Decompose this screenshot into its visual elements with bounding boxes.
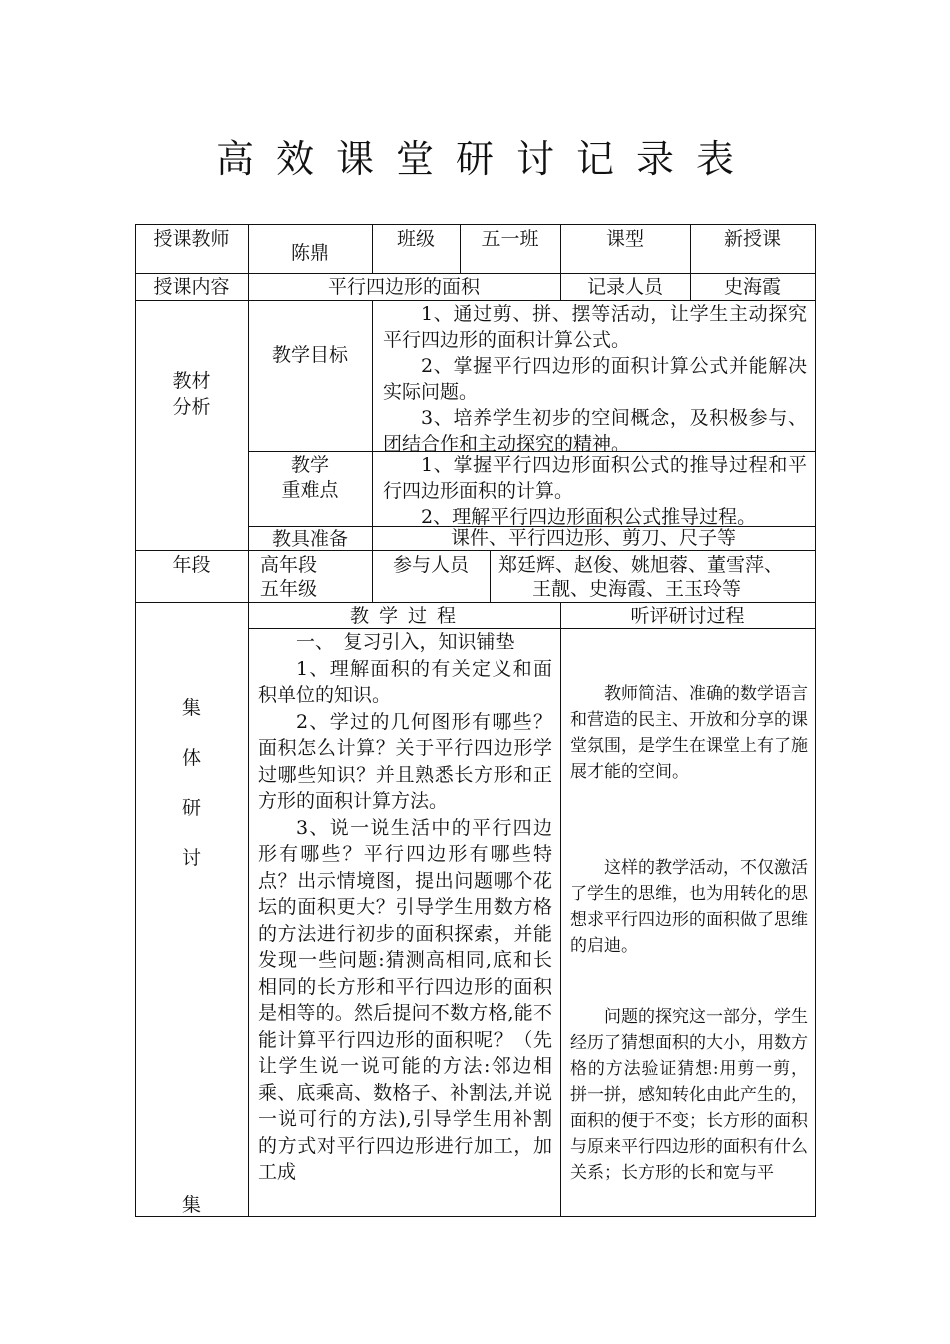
lesson-type-value: 新授课 (723, 228, 781, 250)
table-rule (490, 550, 491, 602)
key-point-item: 2、理解平行四边形面积公式推导过程。 (421, 506, 757, 528)
teacher-value: 陈鼎 (290, 242, 329, 264)
grade-year: 五年级 (260, 578, 318, 600)
discussion-label-char: 集 (181, 1194, 201, 1216)
class-label: 班级 (396, 228, 435, 250)
discussion-label-char: 研 (181, 797, 201, 819)
key-point-item: 1、掌握平行四边形面积公式的推导过程和平行四边形面积的计算。 (383, 454, 807, 502)
goal-item: 3、培养学生初步的空间概念，及积极参与、团结合作和主动探究的精神。 (383, 407, 807, 455)
process-step: 2、学过的几何图形有哪些？面积怎么计算？关于平行四边形学过哪些知识？并且熟悉长方形和正方形的面积计算方法。 (258, 710, 552, 812)
review-comment-text: 这样的教学活动，不仅激活了学生的思维，也为用转化的思想求平行四边形的面积做了思维的启迪。 (570, 858, 808, 956)
grade-label: 年段 (172, 554, 211, 576)
process-header: 教 学 过 程 (349, 605, 459, 627)
tools-value: 课件、平行四边形、剪刀、尺子等 (450, 527, 736, 549)
table-rule (248, 224, 249, 1217)
class-value: 五一班 (481, 228, 539, 250)
process-step: 3、说一说生活中的平行四边形有哪些？平行四边形有哪些特点？出示情境图，提出问题哪个花坛的面积更大？引导学生用数方格的方法进行初步的面积探索，并能发现一些问题:猜测高相同,底和长相同的长方形和平行四边形的面积是相等的。然后提问不数方格,能不能计算平行四边形的面积呢？（先让学生说一说可能的方法:邻边相乘、底乘高、数格子、补割法,并说一说可行的方法),引导学生用补割的方式对平行四边形进行加工，加工成 (258, 816, 552, 1183)
discussion-label-char: 讨 (181, 847, 201, 869)
lesson-type-label: 课型 (605, 228, 644, 250)
table-rule (560, 602, 561, 1217)
review-comment-text: 问题的探究这一部分，学生经历了猜想面积的大小，用数方格的方法验证猜想:用剪一剪，拼一拼，感知转化由此产生的，面积的便于不变；长方形的面积与原来平行四边形的面积有什么关系；长方形的长和宽与平 (570, 1007, 808, 1183)
recorder-label: 记录人员 (586, 276, 663, 298)
teacher-label: 授课教师 (153, 228, 230, 250)
tools-label: 教具准备 (271, 528, 348, 550)
review-comment (570, 681, 808, 785)
teaching-process-text (258, 629, 552, 1186)
participants-value: 王靓、史海霞、王玉玲等 (532, 578, 742, 600)
discussion-label-char: 体 (181, 747, 201, 769)
goals-label: 教学目标 (271, 344, 348, 366)
review-comment-text: 教师简洁、准确的数学语言和营造的民主、开放和分享的课堂氛围，是学生在课堂上有了施展才能的空间。 (570, 684, 808, 782)
review-header: 听评研讨过程 (630, 605, 745, 627)
discussion-label-char: 集 (181, 697, 201, 719)
content-label: 授课内容 (153, 276, 230, 298)
participants-value: 郑廷辉、赵俊、姚旭蓉、董雪萍、 (498, 554, 784, 576)
table-border-top (135, 224, 816, 225)
goals-text (383, 301, 807, 457)
recorder-value: 史海霞 (723, 276, 781, 298)
review-comment (570, 1004, 808, 1186)
content-value: 平行四边形的面积 (327, 276, 480, 298)
participants-label: 参与人员 (392, 554, 469, 576)
page-title: 高效课堂研讨记录表 (215, 137, 756, 181)
goal-item: 1、通过剪、拼、摆等活动，让学生主动探究平行四边形的面积计算公式。 (383, 303, 807, 351)
table-border-right (815, 224, 816, 1217)
process-step: 1、理解面积的有关定义和面积单位的知识。 (258, 657, 552, 706)
process-step-heading: 一、 复习引入，知识铺垫 (296, 631, 515, 653)
key-points-label: 教学 (290, 454, 329, 476)
grade-level: 高年段 (260, 554, 318, 576)
key-points-label: 重难点 (281, 479, 339, 501)
analysis-label: 教材 (172, 370, 211, 392)
review-comment (570, 855, 808, 959)
key-points-text (383, 452, 807, 530)
goal-item: 2、掌握平行四边形的面积计算公式并能解决实际问题。 (383, 355, 807, 403)
analysis-label: 分析 (172, 396, 211, 418)
